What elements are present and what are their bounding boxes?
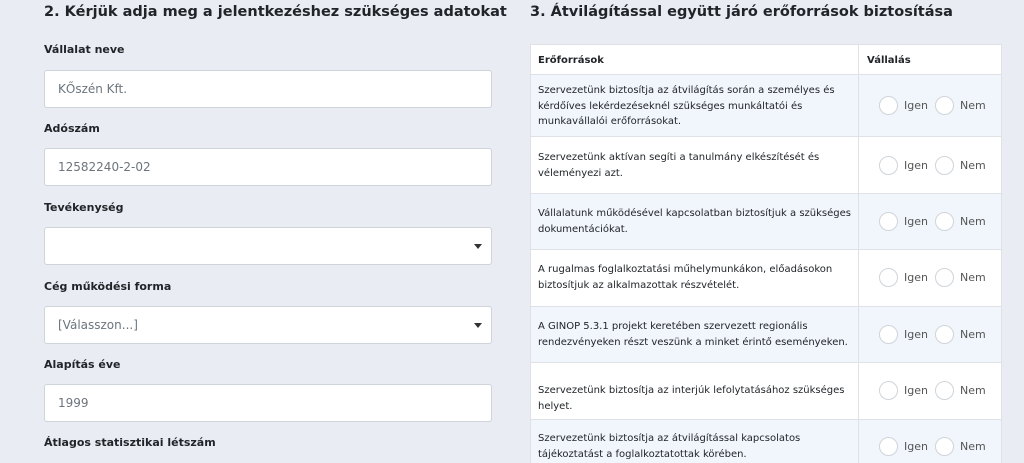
radio-no[interactable] — [935, 437, 954, 456]
radio-yes-option[interactable] — [879, 96, 928, 115]
radio-yes-option[interactable] — [879, 437, 928, 456]
founding-year-label: Alapítás éve — [44, 358, 121, 371]
table-row — [531, 307, 1001, 363]
radio-yes[interactable] — [879, 268, 898, 287]
radio-yes-option[interactable] — [879, 212, 928, 231]
column-divider — [858, 45, 859, 463]
radio-yes[interactable] — [879, 381, 898, 400]
radio-yes-label: Igen — [904, 215, 928, 228]
radio-yes-option[interactable] — [879, 268, 928, 287]
radio-no-label: Nem — [960, 215, 986, 228]
radio-no-label: Nem — [960, 384, 986, 397]
operating-form-select[interactable] — [44, 306, 492, 344]
table-row — [531, 137, 1001, 194]
radio-yes-option[interactable] — [879, 156, 928, 175]
headcount-label: Átlagos statisztikai létszám — [44, 436, 216, 449]
founding-year-value: 1999 — [58, 396, 89, 410]
radio-yes[interactable] — [879, 96, 898, 115]
radio-yes-label: Igen — [904, 159, 928, 172]
row-text: Szervezetünk biztosítja az átvilágítással kapcsolatos tájékoztatást a foglalkoztatottak körében. — [538, 433, 801, 460]
radio-yes-option[interactable] — [879, 381, 928, 400]
founding-year-input[interactable] — [44, 384, 492, 422]
chevron-down-icon — [474, 244, 482, 249]
radio-no-option[interactable] — [935, 268, 986, 287]
radio-no-option[interactable] — [935, 381, 986, 400]
row-text: Szervezetünk aktívan segíti a tanulmány elkészítését és véleményezi azt. — [538, 152, 820, 179]
company-name-label: Vállalat neve — [44, 43, 125, 56]
radio-no[interactable] — [935, 381, 954, 400]
radio-no-option[interactable] — [935, 156, 986, 175]
row-text: A rugalmas foglalkoztatási műhelymunkákon, előadásokon biztosítjuk az alkalmazottak részvételét. — [538, 264, 833, 291]
radio-no-option[interactable] — [935, 437, 986, 456]
company-name-input[interactable] — [44, 70, 492, 108]
resources-table — [530, 44, 1002, 463]
radio-yes[interactable] — [879, 325, 898, 344]
radio-no[interactable] — [935, 325, 954, 344]
activity-select[interactable] — [44, 227, 492, 265]
radio-no-label: Nem — [960, 271, 986, 284]
radio-no[interactable] — [935, 268, 954, 287]
row-text: Szervezetünk biztosítja az interjúk lefolytatásához szükséges helyet. — [538, 385, 845, 412]
radio-no[interactable] — [935, 96, 954, 115]
table-row — [531, 75, 1001, 137]
radio-yes-label: Igen — [904, 99, 928, 112]
tax-number-input[interactable] — [44, 148, 492, 186]
column-header-commitment: Vállalás — [867, 55, 911, 66]
radio-no-label: Nem — [960, 99, 986, 112]
table-row — [531, 194, 1001, 250]
row-text: A GINOP 5.3.1 projekt keretében szervezett regionális rendezvényeken részt veszünk a minket érintő eseményeken. — [538, 321, 848, 348]
company-name-value: KŐszén Kft. — [58, 82, 128, 96]
row-text: Szervezetünk biztosítja az átvilágítás során a személyes és kérdőíves lekérdezéseknél szükséges munkáltatói és munkavállalói erőforrásokat. — [538, 85, 835, 127]
activity-label: Tevékenység — [44, 201, 124, 214]
radio-yes-label: Igen — [904, 328, 928, 341]
table-row — [531, 250, 1001, 307]
radio-no[interactable] — [935, 212, 954, 231]
radio-no-option[interactable] — [935, 96, 986, 115]
table-row — [531, 420, 1001, 463]
operating-form-value: [Válasszon...] — [58, 318, 138, 332]
radio-yes[interactable] — [879, 212, 898, 231]
tax-number-label: Adószám — [44, 122, 100, 135]
section-heading-company-data: 2. Kérjük adja meg a jelentkezéshez szükséges adatokat — [44, 4, 507, 20]
operating-form-label: Cég működési forma — [44, 280, 172, 293]
radio-no-option[interactable] — [935, 212, 986, 231]
radio-no-label: Nem — [960, 159, 986, 172]
radio-yes-label: Igen — [904, 271, 928, 284]
radio-yes[interactable] — [879, 156, 898, 175]
section-heading-resources: 3. Átvilágítással együtt járó erőforrások biztosítása — [530, 4, 953, 20]
radio-yes-label: Igen — [904, 440, 928, 453]
tax-number-value: 12582240-2-02 — [58, 160, 151, 174]
radio-no-option[interactable] — [935, 325, 986, 344]
table-header — [531, 45, 1001, 75]
row-text: Vállalatunk működésével kapcsolatban biztosítjuk a szükséges dokumentációkat. — [538, 208, 851, 235]
chevron-down-icon — [474, 323, 482, 328]
radio-no-label: Nem — [960, 328, 986, 341]
radio-yes-option[interactable] — [879, 325, 928, 344]
radio-no[interactable] — [935, 156, 954, 175]
radio-yes[interactable] — [879, 437, 898, 456]
table-row — [531, 363, 1001, 420]
radio-no-label: Nem — [960, 440, 986, 453]
column-header-resources: Erőforrások — [538, 55, 604, 66]
radio-yes-label: Igen — [904, 384, 928, 397]
